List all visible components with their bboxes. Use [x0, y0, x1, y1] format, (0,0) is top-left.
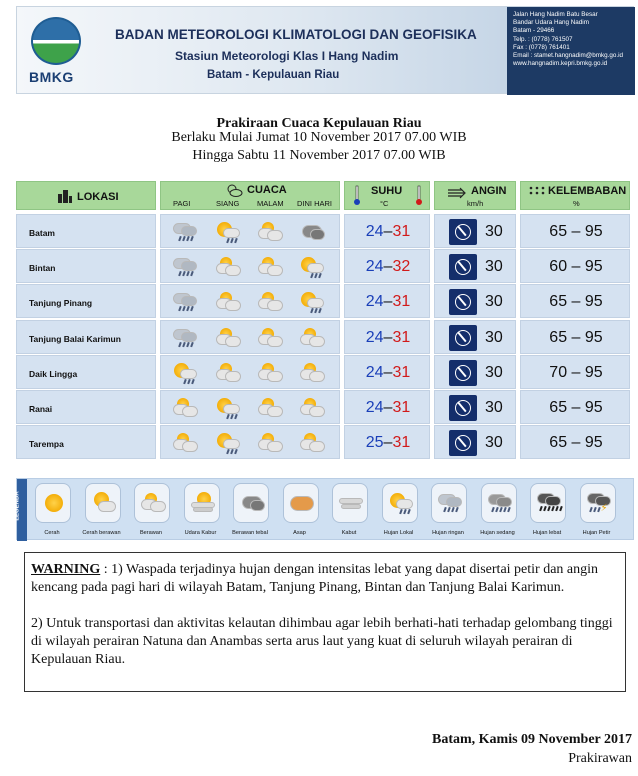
hujan-lokal-icon — [214, 221, 242, 243]
temp-max: 31 — [392, 434, 411, 451]
humidity-separator: – — [571, 258, 581, 275]
humidity-separator: – — [571, 364, 581, 381]
sun-cloud-icon — [225, 183, 243, 197]
kabut-icon — [337, 492, 365, 514]
header-suhu-label: SUHU — [371, 185, 403, 197]
contact-line: Fax : (0778) 761401 — [513, 43, 570, 51]
humidity-min: 65 — [549, 293, 568, 310]
bmkg-logo — [27, 17, 85, 89]
wind-direction-icon — [449, 325, 477, 351]
legend-label: Hujan ringan — [432, 530, 464, 536]
wind-direction-icon — [449, 219, 477, 245]
legend-label: Kabut — [341, 530, 357, 536]
location-name: Daik Lingga — [29, 369, 78, 379]
header-siang: SIANG — [216, 199, 240, 208]
temp-cell — [344, 355, 430, 389]
weather-cell — [160, 214, 340, 248]
wind-speed: 30 — [485, 399, 503, 416]
berawan-icon — [298, 362, 326, 384]
wind-cell — [434, 320, 516, 354]
hujan-lokal-icon — [214, 397, 242, 419]
header-banner — [16, 6, 634, 94]
temp-min: 25 — [365, 434, 384, 451]
location-name: Tarempa — [29, 439, 64, 449]
weather-cell — [160, 320, 340, 354]
humidity-cell — [520, 390, 630, 424]
humidity-max: 95 — [584, 434, 603, 451]
legend-item — [178, 483, 224, 539]
wind-direction-icon — [449, 360, 477, 386]
temp-max: 31 — [392, 364, 411, 381]
temp-cell — [344, 214, 430, 248]
temp-separator: – — [383, 399, 393, 416]
table-row — [16, 425, 634, 459]
legend-label: Berawan — [139, 530, 163, 536]
legend-label: Berawan tebal — [232, 530, 268, 536]
humidity-dots-icon — [529, 186, 545, 198]
weather-cell — [160, 355, 340, 389]
hujan-lokal-icon — [387, 492, 415, 514]
hujan-ringan-icon — [436, 492, 464, 514]
table-row — [16, 390, 634, 424]
hujan-ringan-icon — [171, 291, 199, 313]
wind-speed: 30 — [485, 258, 503, 275]
wind-direction-icon — [449, 254, 477, 280]
location-name: Tanjung Balai Karimun — [29, 334, 121, 344]
temp-min: 24 — [365, 258, 384, 275]
wind-speed: 30 — [485, 293, 503, 310]
weather-cell — [160, 249, 340, 283]
wind-direction-icon — [449, 289, 477, 315]
berawan-icon — [256, 432, 284, 454]
wind-speed: 30 — [485, 434, 503, 451]
valid-from: Berlaku Mulai Jumat 10 November 2017 07.00 WIB — [171, 130, 467, 145]
warning-text-1: : 1) Waspada terjadinya hujan dengan intensitas lebat yang dapat disertai petir dan angin kencang pada pagi hari di wilayah Batam, Tanjung Pinang, Bintan dan Tanjung Balai Karimun. — [31, 562, 599, 595]
humidity-min: 65 — [549, 223, 568, 240]
legend-item — [227, 483, 273, 539]
location-name: Tanjung Pinang — [29, 298, 93, 308]
legend-label: Cerah berawan — [82, 530, 121, 536]
berawan-icon — [256, 256, 284, 278]
station-name: Stasiun Meteorologi Klas I Hang Nadim — [175, 49, 399, 63]
valid-to: Hingga Sabtu 11 November 2017 07.00 WIB — [192, 148, 446, 163]
humidity-min: 70 — [549, 364, 568, 381]
berawan-tebal-icon — [298, 221, 326, 243]
temp-separator: – — [383, 434, 393, 451]
berawan-icon — [214, 327, 242, 349]
humidity-min: 65 — [549, 329, 568, 346]
berawan-icon — [171, 432, 199, 454]
wind-direction-icon — [449, 430, 477, 456]
hujan-lokal-icon — [298, 291, 326, 313]
legend-item — [425, 483, 471, 539]
cerah-icon — [40, 492, 68, 514]
station-city: Batam - Kepulauan Riau — [207, 69, 340, 81]
contact-line: Telp. : (0778) 761507 — [513, 35, 573, 43]
hujan-lebat-icon — [535, 492, 563, 514]
agency-name: BADAN METEOROLOGI KLIMATOLOGI DAN GEOFISIKA — [115, 27, 477, 42]
wind-cell — [434, 355, 516, 389]
wind-speed: 30 — [485, 223, 503, 240]
temp-max: 31 — [392, 399, 411, 416]
temp-min: 24 — [365, 223, 384, 240]
humidity-max: 95 — [584, 399, 603, 416]
humidity-min: 60 — [549, 258, 568, 275]
header-cuaca-label: CUACA — [247, 184, 287, 196]
berawan-icon — [139, 492, 167, 514]
legend-item — [574, 483, 620, 539]
thermometer-red-icon — [415, 185, 423, 207]
berawan-icon — [171, 397, 199, 419]
table-row — [16, 214, 634, 248]
legend-label: Udara Kabur — [184, 530, 217, 536]
wind-cell — [434, 284, 516, 318]
wind-arrow-icon — [447, 187, 467, 199]
warning-label: WARNING — [31, 562, 101, 577]
berawan-tebal-icon — [238, 492, 266, 514]
humidity-separator: – — [571, 293, 581, 310]
humidity-max: 95 — [584, 364, 603, 381]
temp-separator: – — [383, 293, 393, 310]
humidity-min: 65 — [549, 399, 568, 416]
legend-label: Hujan Lokal — [383, 530, 414, 536]
berawan-icon — [256, 221, 284, 243]
page-title: Prakiraan Cuaca Kepulauan Riau — [216, 116, 422, 131]
header-suhu — [344, 181, 430, 210]
logo-text: BMKG — [29, 69, 74, 85]
temp-max: 31 — [392, 293, 411, 310]
humidity-cell — [520, 355, 630, 389]
temp-separator: – — [383, 223, 393, 240]
temp-max: 32 — [392, 258, 411, 275]
header-malam: MALAM — [257, 199, 284, 208]
location-cell — [16, 355, 156, 389]
berawan-icon — [298, 397, 326, 419]
contact-line: Bandar Udara Hang Nadim — [513, 19, 589, 27]
legend-label: Asap — [293, 530, 306, 536]
legend-item — [29, 483, 75, 539]
location-name: Bintan — [29, 263, 56, 273]
temp-separator: – — [383, 364, 393, 381]
legend-item — [376, 483, 422, 539]
temp-cell — [344, 425, 430, 459]
header-suhu-unit: °C — [380, 199, 389, 208]
humidity-min: 65 — [549, 434, 568, 451]
temp-cell — [344, 249, 430, 283]
header-angin-label: ANGIN — [471, 185, 507, 197]
temp-cell — [344, 390, 430, 424]
asap-icon — [288, 492, 316, 514]
contact-block — [507, 7, 635, 95]
thermometer-blue-icon — [353, 185, 361, 207]
wind-speed: 30 — [485, 329, 503, 346]
hujan-ringan-icon — [171, 256, 199, 278]
wind-cell — [434, 390, 516, 424]
humidity-cell — [520, 425, 630, 459]
header-kelembaban-unit: % — [573, 199, 580, 208]
table-row — [16, 284, 634, 318]
berawan-icon — [256, 327, 284, 349]
temp-separator: – — [383, 258, 393, 275]
location-cell — [16, 249, 156, 283]
humidity-separator: – — [571, 329, 581, 346]
weather-cell — [160, 390, 340, 424]
temp-min: 24 — [365, 399, 384, 416]
humidity-separator: – — [571, 434, 581, 451]
header-kelembaban — [520, 181, 630, 210]
hujan-lokal-icon — [171, 362, 199, 384]
warning-text-2: 2) Untuk transportasi dan aktivitas kelautan dihimbau agar lebih berhati-hati terhadap gelombang tinggi di wilayah perairan Natuna dan Anambas serta arus laut yang kuat di seluruh wilayah perairan di Kepulauan Riau. — [31, 616, 613, 667]
location-name: Batam — [29, 228, 55, 238]
udara-kabur-icon — [189, 492, 217, 514]
hujan-petir-icon: ⚡ — [585, 492, 613, 514]
hujan-lokal-icon — [214, 432, 242, 454]
wind-speed: 30 — [485, 364, 503, 381]
location-cell — [16, 425, 156, 459]
temp-min: 24 — [365, 364, 384, 381]
header-angin — [434, 181, 516, 210]
berawan-icon — [298, 327, 326, 349]
humidity-cell — [520, 249, 630, 283]
humidity-max: 95 — [584, 258, 603, 275]
berawan-icon — [214, 256, 242, 278]
contact-line: Batam - 29466 — [513, 27, 555, 35]
berawan-icon — [214, 291, 242, 313]
humidity-max: 95 — [584, 293, 603, 310]
location-name: Ranai — [29, 404, 53, 414]
location-cell — [16, 320, 156, 354]
hujan-ringan-icon — [171, 221, 199, 243]
humidity-cell — [520, 320, 630, 354]
humidity-separator: – — [571, 399, 581, 416]
legend-item — [524, 483, 570, 539]
wind-cell — [434, 249, 516, 283]
table-row — [16, 320, 634, 354]
legend-item — [277, 483, 323, 539]
humidity-max: 95 — [584, 223, 603, 240]
hujan-ringan-icon — [171, 327, 199, 349]
legend-label: Hujan lebat — [532, 530, 562, 536]
header-kelembaban-label: KELEMBABAN — [548, 185, 627, 197]
wind-cell — [434, 214, 516, 248]
temp-max: 31 — [392, 329, 411, 346]
table-row — [16, 355, 634, 389]
temp-separator: – — [383, 329, 393, 346]
contact-line: Jalan Hang Nadim Batu Besar — [513, 11, 598, 18]
cerah-berawan-icon — [90, 492, 118, 514]
legend-item — [79, 483, 125, 539]
weather-cell — [160, 284, 340, 318]
hujan-lokal-icon — [298, 256, 326, 278]
wind-direction-icon — [449, 395, 477, 421]
berawan-icon — [256, 291, 284, 313]
berawan-icon — [256, 397, 284, 419]
berawan-icon — [214, 362, 242, 384]
humidity-cell — [520, 284, 630, 318]
legend — [16, 478, 634, 540]
legend-label: Hujan Petir — [582, 530, 611, 536]
location-cell — [16, 284, 156, 318]
temp-min: 24 — [365, 329, 384, 346]
location-cell — [16, 390, 156, 424]
building-icon — [57, 188, 73, 204]
temp-min: 24 — [365, 293, 384, 310]
contact-line: Email : stamet.hangnadim@bmkg.go.id — [513, 52, 623, 60]
header-cuaca — [160, 181, 340, 210]
location-cell — [16, 214, 156, 248]
header-pagi: PAGI — [173, 199, 191, 208]
hujan-sedang-icon — [486, 492, 514, 514]
legend-item — [128, 483, 174, 539]
legend-tag: LEGENDA — [17, 479, 27, 541]
header-angin-unit: km/h — [467, 199, 484, 208]
bmkg-globe-icon — [31, 17, 81, 65]
legend-label: Hujan sedang — [480, 530, 515, 536]
header-lokasi — [16, 181, 156, 210]
signature-role: Prakirawan — [568, 751, 632, 766]
temp-cell — [344, 320, 430, 354]
legend-item — [326, 483, 372, 539]
legend-label: Cerah — [44, 530, 60, 536]
legend-item — [475, 483, 521, 539]
signature-place-date: Batam, Kamis 09 November 2017 — [432, 732, 632, 747]
temp-cell — [344, 284, 430, 318]
header-dini-hari: DINI HARI — [297, 199, 333, 208]
warning-paragraph-1 — [31, 561, 619, 597]
header-lokasi-label: LOKASI — [77, 191, 119, 203]
weather-cell — [160, 425, 340, 459]
humidity-cell — [520, 214, 630, 248]
warning-box — [24, 552, 626, 692]
berawan-icon — [298, 432, 326, 454]
contact-line: www.hangnadim.kepri.bmkg.go.id — [513, 60, 608, 68]
wind-cell — [434, 425, 516, 459]
humidity-separator: – — [571, 223, 581, 240]
table-row — [16, 249, 634, 283]
temp-max: 31 — [392, 223, 411, 240]
humidity-max: 95 — [584, 329, 603, 346]
berawan-icon — [256, 362, 284, 384]
